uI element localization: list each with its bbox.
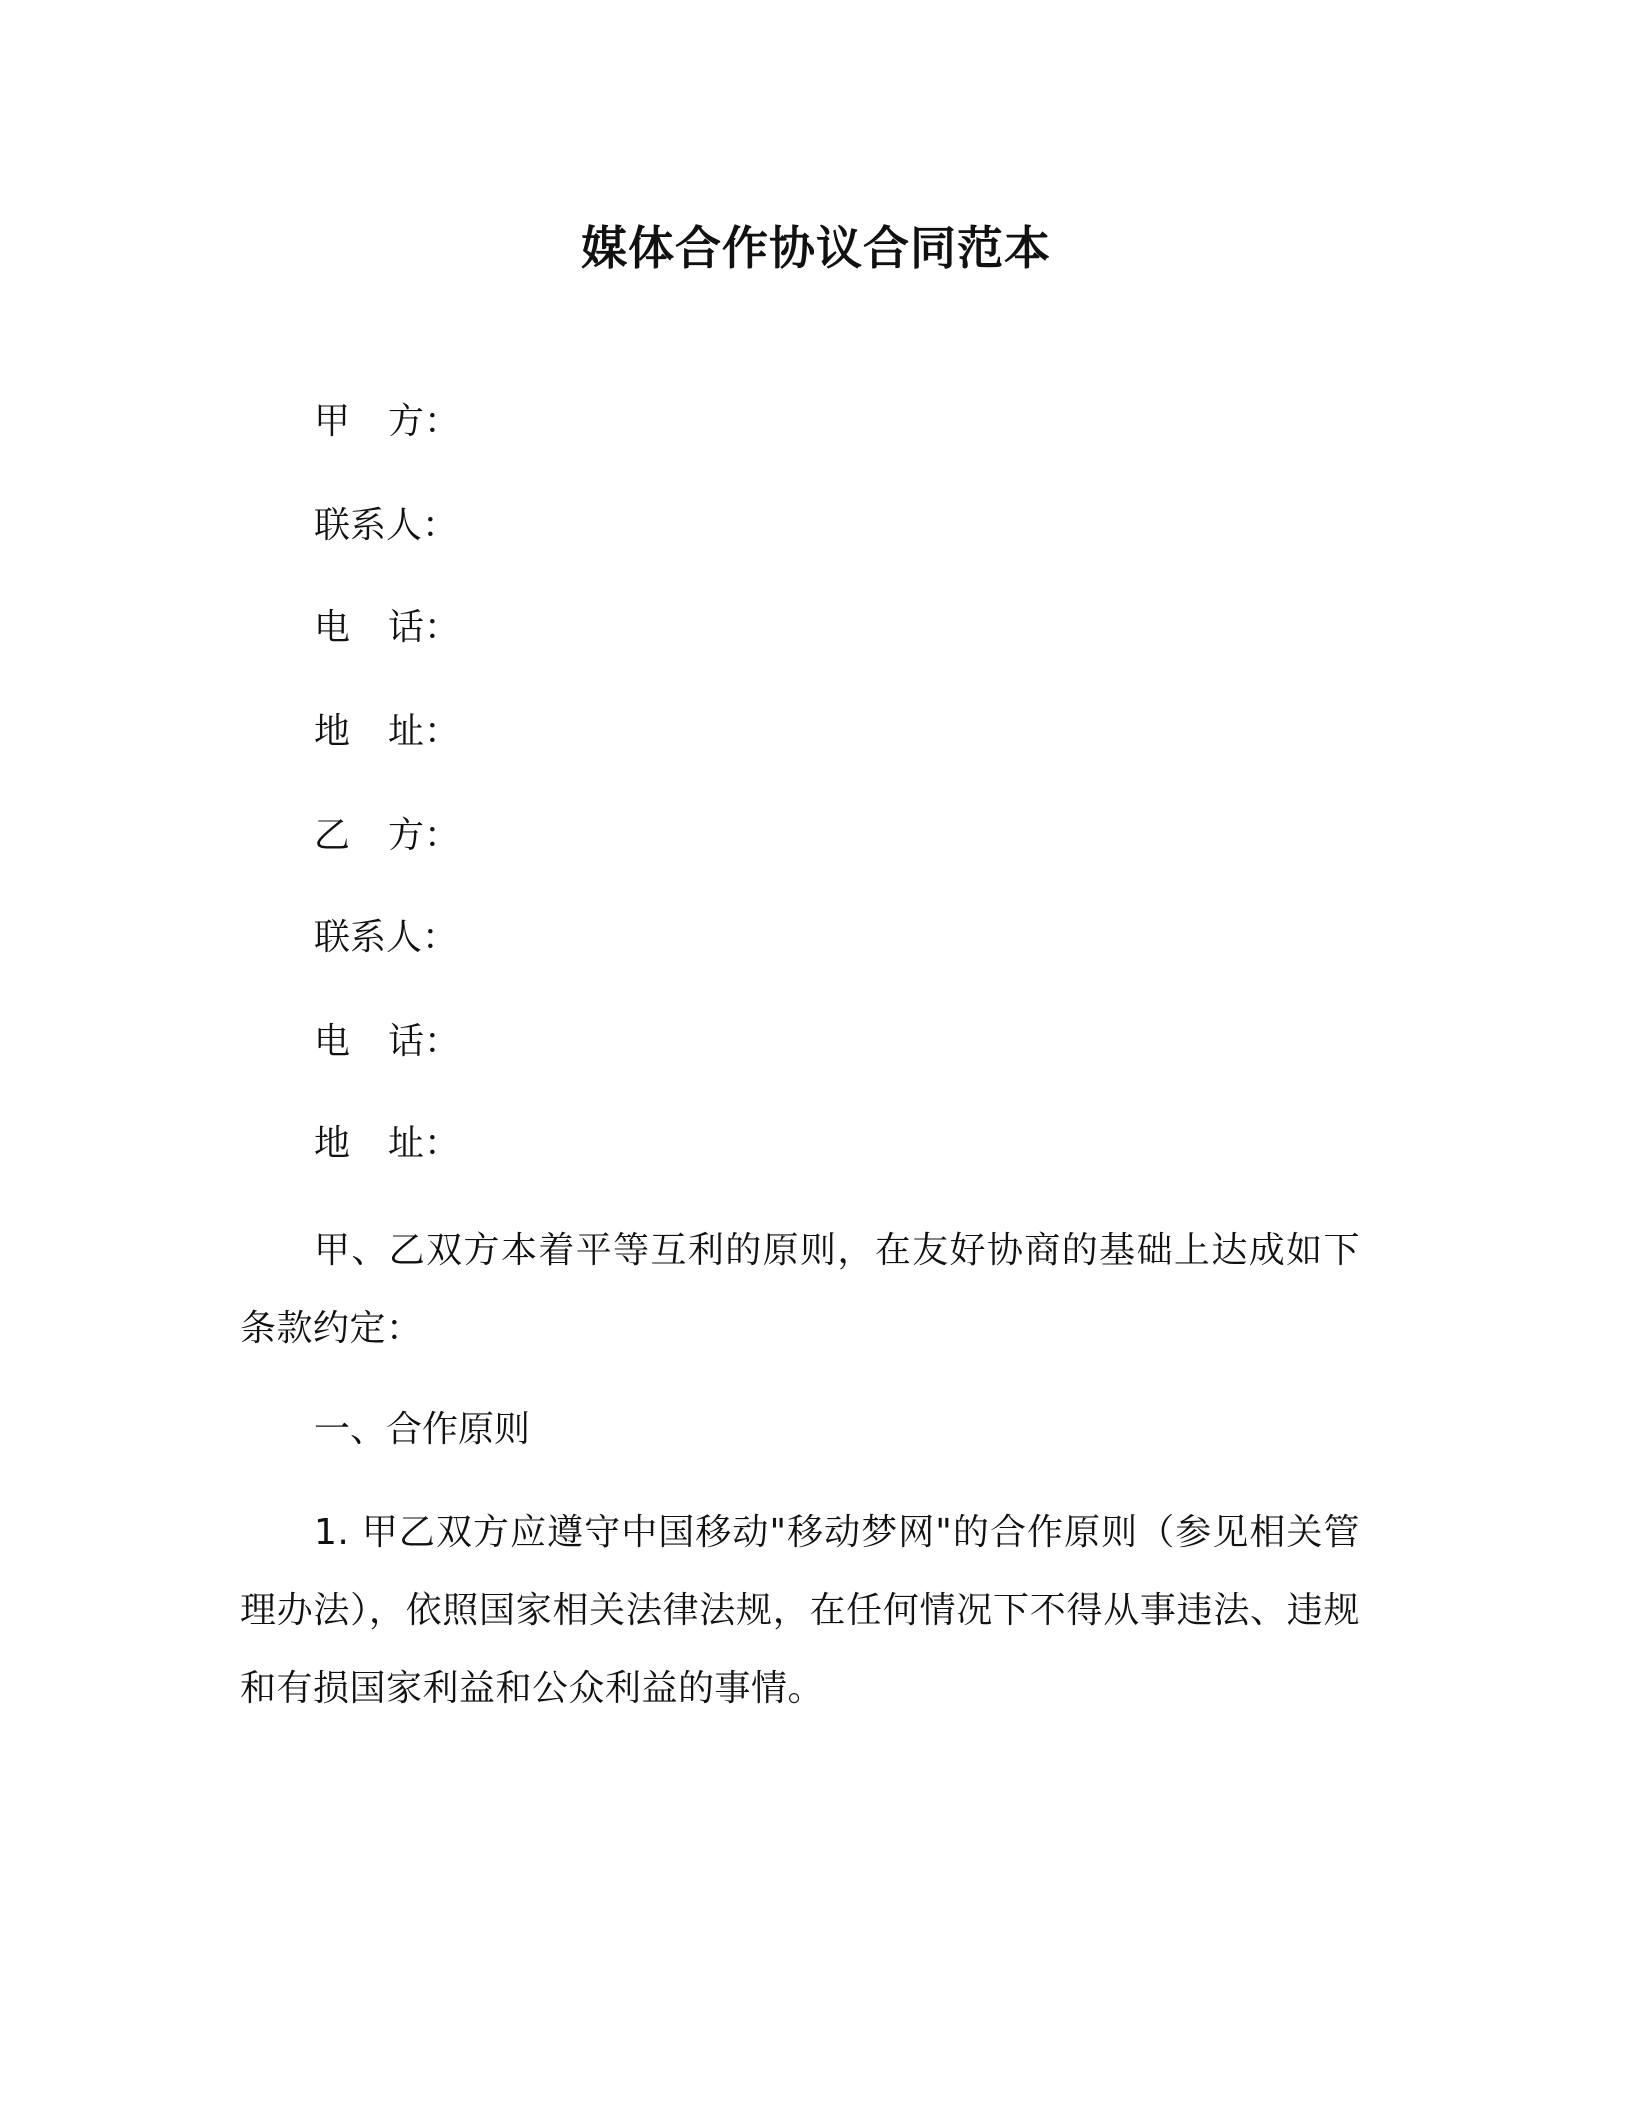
party-a-contact-text: 联系人： — [314, 505, 459, 546]
party-b-address-char: 地 — [314, 1123, 351, 1164]
document-title: 媒体合作协议合同范本 — [581, 221, 1051, 275]
clause-paragraph: 1. 甲乙双方应遵守中国移动"移动梦网"的合作原则（参见相关管理办法），依照国家相关法律法规，在任何情况下不得从事违法、违规和有损国家利益和公众利益的事情。 — [240, 1512, 1360, 1709]
party-b-address-suffix: 址： — [388, 1123, 461, 1164]
party-b-contact-text: 联系人： — [314, 917, 459, 958]
party-a-phone-char: 电 — [314, 607, 351, 648]
party-b-address-label — [314, 1120, 460, 1168]
party-a-contact-label — [314, 502, 458, 550]
party-b-suffix: 方： — [388, 815, 461, 856]
party-a-label — [314, 398, 460, 446]
party-b-contact-label — [314, 914, 458, 962]
party-b-label — [314, 812, 460, 860]
section-heading: 一、合作原则 — [314, 1409, 531, 1450]
party-a-char: 甲 — [314, 401, 351, 442]
party-a-suffix: 方： — [388, 401, 461, 442]
intro-paragraph: 甲、乙双方本着平等互利的原则，在友好协商的基础上达成如下条款约定： — [240, 1230, 1360, 1349]
party-b-phone-suffix: 话： — [388, 1021, 461, 1062]
party-a-address-suffix: 址： — [388, 711, 461, 752]
party-a-phone-suffix: 话： — [388, 607, 461, 648]
party-b-phone-char: 电 — [314, 1021, 351, 1062]
party-a-address-label — [314, 708, 460, 756]
party-b-char: 乙 — [314, 815, 351, 856]
party-b-phone-label — [314, 1018, 460, 1066]
party-a-address-char: 地 — [314, 711, 351, 752]
party-a-phone-label — [314, 604, 460, 652]
